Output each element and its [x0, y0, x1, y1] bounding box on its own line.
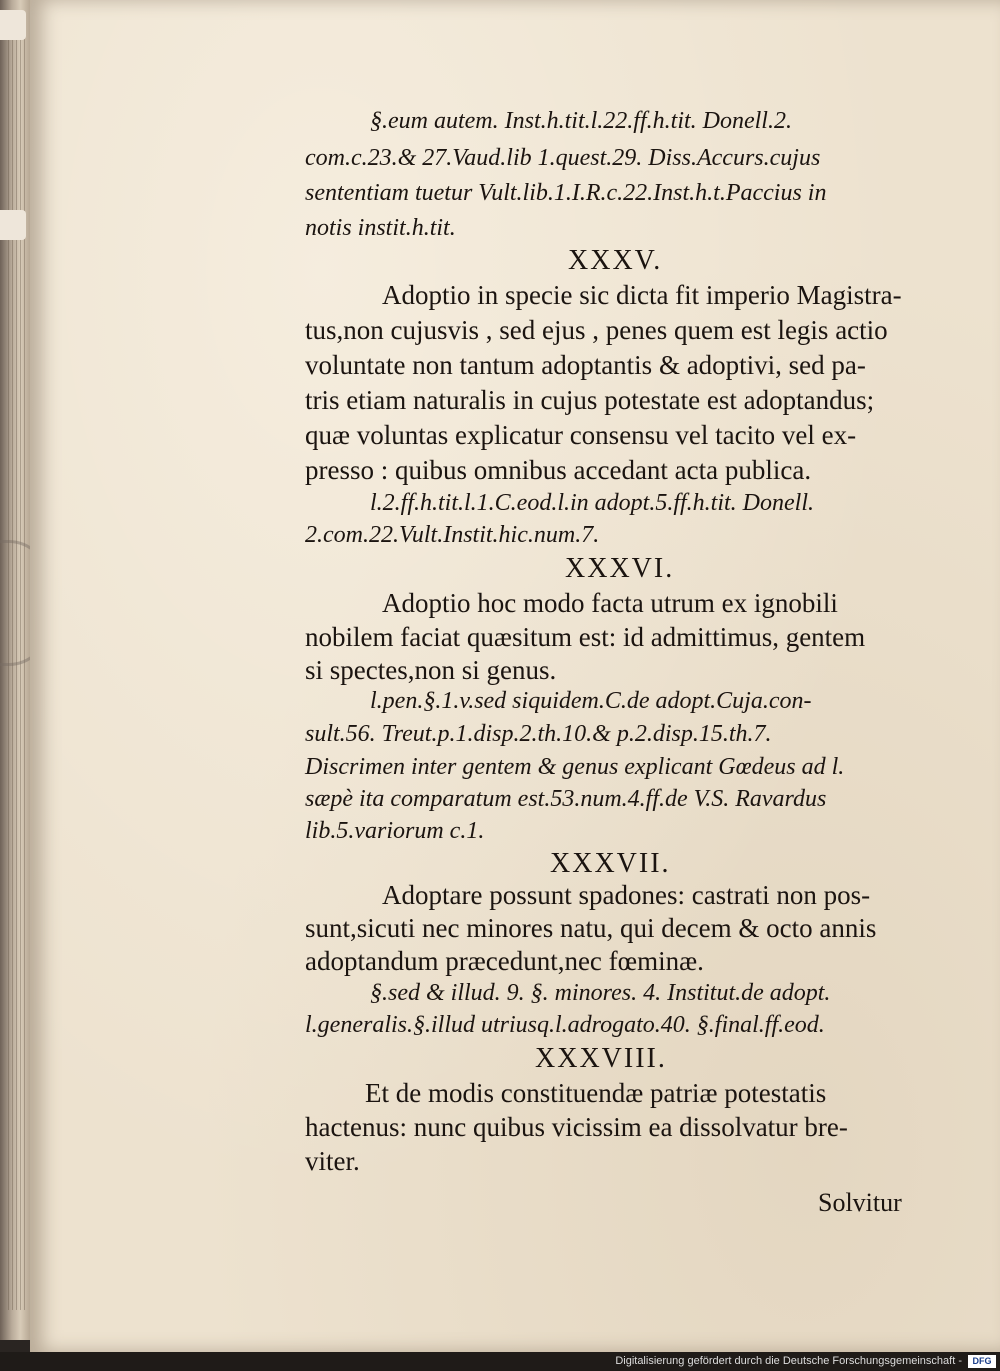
citation-line: l.pen.§.1.v.sed siquidem.C.de adopt.Cuja.con- — [370, 688, 812, 714]
section-heading: XXXV. — [568, 245, 663, 276]
citation-line: Discrimen inter gentem & genus explicant Gœdeus ad l. — [305, 754, 845, 780]
text-line: Adoptare possunt spadones: castrati non pos- — [382, 880, 871, 910]
page-tab-marker — [0, 210, 26, 240]
citation-line: §.sed & illud. 9. §. minores. 4. Institut.de adopt. — [370, 980, 831, 1006]
footer-text: Digitalisierung gefördert durch die Deutsche Forschungsgemeinschaft - — [615, 1355, 962, 1367]
text-line: adoptandum præcedunt,nec fœminæ. — [305, 946, 704, 976]
citation-line: sæpè ita comparatum est.53.num.4.ff.de V.S. Ravardus — [305, 786, 827, 812]
citation-line: notis instit.h.tit. — [305, 215, 456, 241]
text-line: nobilem faciat quæsitum est: id admittimus, gentem — [305, 622, 866, 652]
citation-line: com.c.23.& 27.Vaud.lib 1.quest.29. Diss.Accurs.cujus — [305, 145, 821, 171]
section-heading: XXXVI. — [565, 553, 675, 584]
citation-line: 2.com.22.Vult.Instit.hic.num.7. — [305, 522, 600, 548]
text-line: tus,non cujusvis , sed ejus , penes quem est legis actio — [305, 315, 888, 345]
text-line: Adoptio in specie sic dicta fit imperio Magistra- — [382, 280, 902, 310]
text-line: Adoptio hoc modo facta utrum ex ignobili — [382, 588, 838, 618]
text-line: tris etiam naturalis in cujus potestate est adoptandus; — [305, 385, 875, 415]
citation-line: sententiam tuetur Vult.lib.1.I.R.c.22.Inst.h.t.Paccius in — [305, 180, 827, 206]
catchword: Solvitur — [818, 1188, 902, 1217]
text-line: viter. — [305, 1146, 360, 1176]
text-line: presso : quibus omnibus accedant acta publica. — [305, 455, 812, 485]
book-page — [30, 0, 1000, 1352]
text-line: voluntate non tantum adoptantis & adoptivi, sed pa- — [305, 350, 866, 380]
text-line: hactenus: nunc quibus vicissim ea dissolvatur bre- — [305, 1112, 848, 1142]
text-line: sunt,sicuti nec minores natu, qui decem & octo annis — [305, 913, 877, 943]
dfg-logo-icon: DFG — [968, 1355, 996, 1368]
citation-line: sult.56. Treut.p.1.disp.2.th.10.& p.2.disp.15.th.7. — [305, 721, 772, 747]
section-heading: XXXVII. — [550, 848, 671, 879]
digitization-footer — [0, 1352, 1000, 1371]
citation-line: lib.5.variorum c.1. — [305, 818, 485, 844]
text-line: si spectes,non si genus. — [305, 655, 557, 685]
citation-line: l.generalis.§.illud utriusq.l.adrogato.40. §.final.ff.eod. — [305, 1012, 825, 1038]
text-line: Et de modis constituendæ patriæ potestatis — [365, 1078, 827, 1108]
book-spine — [0, 0, 34, 1340]
section-heading: XXXVIII. — [535, 1043, 667, 1074]
text-line: quæ voluntas explicatur consensu vel tacito vel ex- — [305, 420, 857, 450]
page-tab-marker — [0, 10, 26, 40]
citation-line: §.eum autem. Inst.h.tit.l.22.ff.h.tit. Donell.2. — [370, 108, 792, 134]
citation-line: l.2.ff.h.tit.l.1.C.eod.l.in adopt.5.ff.h.tit. Donell. — [370, 490, 814, 516]
